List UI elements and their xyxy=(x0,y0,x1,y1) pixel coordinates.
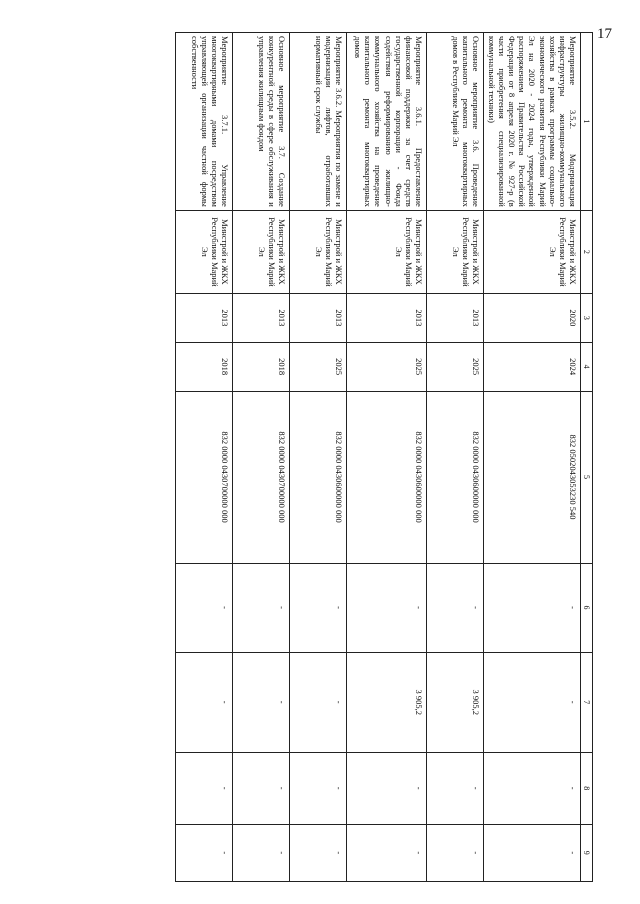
value-col-9: - xyxy=(483,824,580,881)
budget-code: 832 0502043053230 540 xyxy=(483,391,580,563)
start-year: 2013 xyxy=(346,294,426,343)
start-year: 2013 xyxy=(175,294,232,343)
executor: Минстрой и ЖКХ Республики Марий Эл xyxy=(426,210,483,293)
executor: Минстрой и ЖКХ Республики Марий Эл xyxy=(483,210,580,293)
end-year: 2025 xyxy=(426,342,483,391)
rotated-table-container xyxy=(123,32,593,882)
value-col-7: 3 905,2 xyxy=(426,652,483,752)
value-col-9: - xyxy=(175,824,232,881)
column-number-header-row xyxy=(580,33,592,882)
value-col-6: - xyxy=(483,563,580,652)
table-row xyxy=(175,33,232,882)
value-col-8: - xyxy=(483,752,580,824)
end-year: 2024 xyxy=(483,342,580,391)
table-row xyxy=(426,33,483,882)
value-col-9: - xyxy=(289,824,346,881)
table-row xyxy=(289,33,346,882)
executor: Минстрой и ЖКХ Республики Марий Эл xyxy=(175,210,232,293)
header-cell: 4 xyxy=(580,342,592,391)
table-row xyxy=(232,33,289,882)
end-year: 2025 xyxy=(289,342,346,391)
header-cell: 1 xyxy=(580,33,592,211)
value-col-6: - xyxy=(175,563,232,652)
page-number: 17 xyxy=(597,26,612,42)
activity-description: Мероприятие 3.6.2. Мероприятия по замене и модернизации лифтов, отработавших нормативный срок службы xyxy=(289,33,346,211)
value-col-8: - xyxy=(346,752,426,824)
executor: Минстрой и ЖКХ Республики Марий Эл xyxy=(232,210,289,293)
value-col-7: - xyxy=(175,652,232,752)
header-cell: 2 xyxy=(580,210,592,293)
executor: Минстрой и ЖКХ Республики Марий Эл xyxy=(289,210,346,293)
value-col-7: - xyxy=(483,652,580,752)
budget-code: 832 0000 0430700000 000 xyxy=(175,391,232,563)
program-activities-table xyxy=(175,32,593,882)
table-row xyxy=(346,33,426,882)
value-col-9: - xyxy=(426,824,483,881)
header-cell: 8 xyxy=(580,752,592,824)
header-cell: 5 xyxy=(580,391,592,563)
value-col-8: - xyxy=(289,752,346,824)
executor: Минстрой и ЖКХ Республики Марий Эл xyxy=(346,210,426,293)
end-year: 2025 xyxy=(346,342,426,391)
activity-description: Основное мероприятие 3.6. Проведение капитального ремонта многоквартирных домов в Республике Марий Эл xyxy=(426,33,483,211)
budget-code: 832 0000 0430600000 000 xyxy=(426,391,483,563)
header-cell: 9 xyxy=(580,824,592,881)
value-col-6: - xyxy=(426,563,483,652)
value-col-8: - xyxy=(232,752,289,824)
activity-description: Мероприятие 3.6.1. Предоставление финансовой поддержки за счет средств государственной корпорации - Фонда содействия реформированию жилищно-коммунального хозяйства на проведение капитального ремонта многоквартирных домов xyxy=(346,33,426,211)
activity-description: Мероприятие 3.5.2. Модернизация инфраструктуры жилищно-коммунального хозяйства в рамках программы социально-экономического развития Республики Марий Эл на 2020 - 2024 годы, утвержденной распоряжением Правительства Российской Федерации от 8 апреля 2020 г. № 927-р (в части приобретения специализированной коммунальной техники) xyxy=(483,33,580,211)
start-year: 2013 xyxy=(426,294,483,343)
start-year: 2013 xyxy=(289,294,346,343)
budget-code: 832 0000 0430600000 000 xyxy=(289,391,346,563)
activity-description: Основное мероприятие 3.7. Создание конкурентной среды в сфере обслуживания и управления жилищным фондом xyxy=(232,33,289,211)
value-col-7: - xyxy=(232,652,289,752)
end-year: 2018 xyxy=(232,342,289,391)
budget-code: 832 0000 0430700000 000 xyxy=(232,391,289,563)
start-year: 2020 xyxy=(483,294,580,343)
value-col-9: - xyxy=(346,824,426,881)
value-col-6: - xyxy=(289,563,346,652)
header-cell: 3 xyxy=(580,294,592,343)
value-col-7: - xyxy=(289,652,346,752)
value-col-7: 3 905,2 xyxy=(346,652,426,752)
header-cell: 7 xyxy=(580,652,592,752)
table-row xyxy=(483,33,580,882)
value-col-6: - xyxy=(346,563,426,652)
header-cell: 6 xyxy=(580,563,592,652)
start-year: 2013 xyxy=(232,294,289,343)
value-col-6: - xyxy=(232,563,289,652)
value-col-8: - xyxy=(175,752,232,824)
value-col-9: - xyxy=(232,824,289,881)
budget-code: 832 0000 0430600000 000 xyxy=(346,391,426,563)
activity-description: Мероприятие 3.7.1. Управление многоквартирными домами посредством управляющей организации частной формы собственности xyxy=(175,33,232,211)
value-col-8: - xyxy=(426,752,483,824)
end-year: 2018 xyxy=(175,342,232,391)
